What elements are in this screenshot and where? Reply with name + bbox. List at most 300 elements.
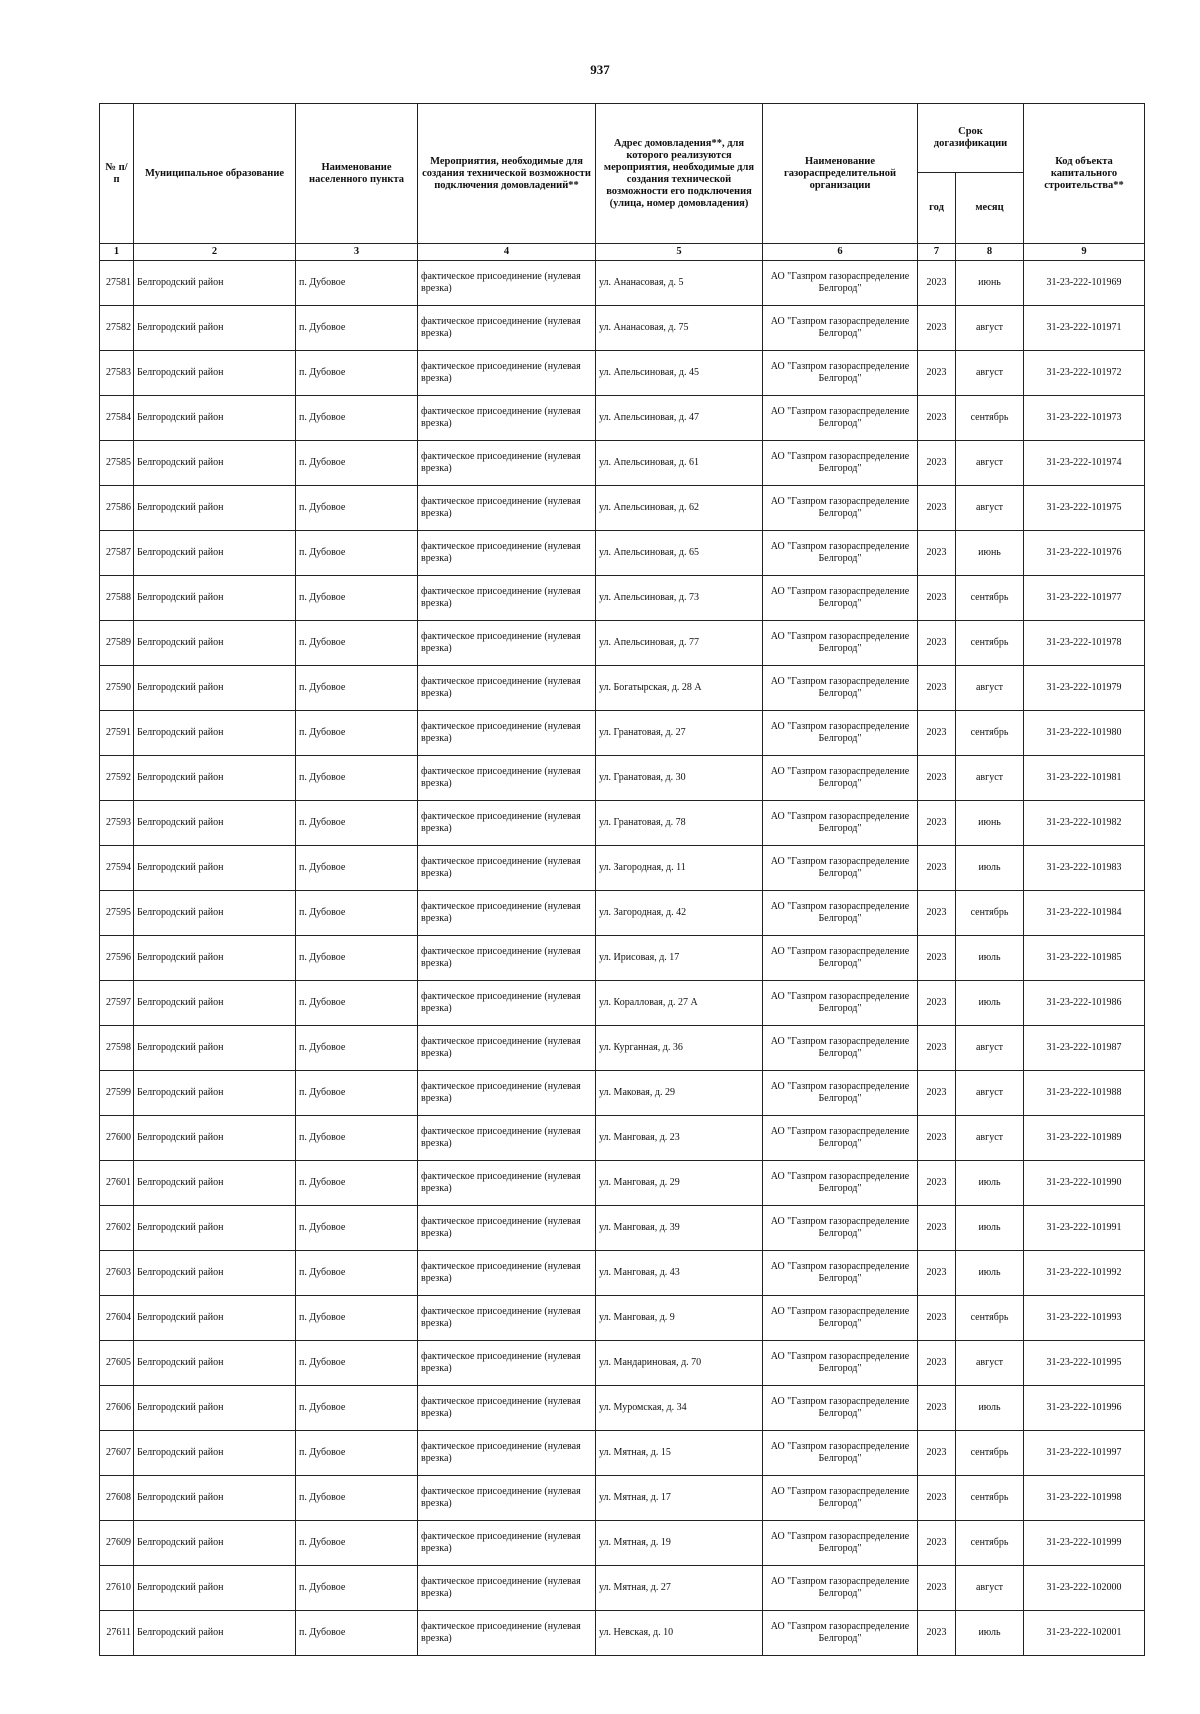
cell-municipality: Белгородский район	[134, 1251, 296, 1296]
cell-measures: фактическое присоединение (нулевая врезка)	[418, 621, 596, 666]
cell-code: 31-23-222-101973	[1024, 396, 1145, 441]
cell-row-number: 27597	[100, 981, 134, 1026]
cell-org: АО "Газпром газораспределение Белгород"	[763, 936, 918, 981]
cell-code: 31-23-222-101986	[1024, 981, 1145, 1026]
cell-year: 2023	[918, 351, 956, 396]
cell-org: АО "Газпром газораспределение Белгород"	[763, 486, 918, 531]
table-row	[100, 1611, 1145, 1656]
cell-address: ул. Гранатовая, д. 30	[596, 756, 763, 801]
cell-org: АО "Газпром газораспределение Белгород"	[763, 621, 918, 666]
cell-row-number: 27595	[100, 891, 134, 936]
cell-month: сентябрь	[956, 621, 1024, 666]
cell-settlement: п. Дубовое	[296, 1341, 418, 1386]
cell-org: АО "Газпром газораспределение Белгород"	[763, 711, 918, 756]
cell-municipality: Белгородский район	[134, 711, 296, 756]
cell-measures: фактическое присоединение (нулевая врезка)	[418, 801, 596, 846]
cell-row-number: 27605	[100, 1341, 134, 1386]
cell-org: АО "Газпром газораспределение Белгород"	[763, 396, 918, 441]
cell-org: АО "Газпром газораспределение Белгород"	[763, 1296, 918, 1341]
cell-code: 31-23-222-101978	[1024, 621, 1145, 666]
cell-municipality: Белгородский район	[134, 261, 296, 306]
cell-measures: фактическое присоединение (нулевая врезка)	[418, 1566, 596, 1611]
cell-address: ул. Манговая, д. 23	[596, 1116, 763, 1161]
header-num: № п/п	[100, 104, 134, 244]
table-row	[100, 1026, 1145, 1071]
cell-settlement: п. Дубовое	[296, 756, 418, 801]
table-header	[100, 104, 1145, 261]
cell-settlement: п. Дубовое	[296, 1431, 418, 1476]
cell-month: июнь	[956, 531, 1024, 576]
column-number: 6	[763, 244, 918, 261]
cell-settlement: п. Дубовое	[296, 576, 418, 621]
cell-measures: фактическое присоединение (нулевая врезка)	[418, 1611, 596, 1656]
cell-municipality: Белгородский район	[134, 1161, 296, 1206]
cell-year: 2023	[918, 1566, 956, 1611]
cell-address: ул. Муромская, д. 34	[596, 1386, 763, 1431]
cell-municipality: Белгородский район	[134, 576, 296, 621]
cell-address: ул. Мандариновая, д. 70	[596, 1341, 763, 1386]
cell-measures: фактическое присоединение (нулевая врезка)	[418, 261, 596, 306]
cell-row-number: 27588	[100, 576, 134, 621]
table-row	[100, 1206, 1145, 1251]
cell-org: АО "Газпром газораспределение Белгород"	[763, 891, 918, 936]
table-row	[100, 351, 1145, 396]
gasification-table	[99, 103, 1145, 1656]
column-number: 2	[134, 244, 296, 261]
cell-measures: фактическое присоединение (нулевая врезка)	[418, 756, 596, 801]
column-number: 1	[100, 244, 134, 261]
cell-code: 31-23-222-101969	[1024, 261, 1145, 306]
cell-measures: фактическое присоединение (нулевая врезка)	[418, 1026, 596, 1071]
table-row	[100, 1161, 1145, 1206]
cell-address: ул. Манговая, д. 29	[596, 1161, 763, 1206]
cell-row-number: 27583	[100, 351, 134, 396]
cell-month: сентябрь	[956, 1476, 1024, 1521]
column-number: 7	[918, 244, 956, 261]
cell-year: 2023	[918, 936, 956, 981]
cell-year: 2023	[918, 666, 956, 711]
cell-year: 2023	[918, 981, 956, 1026]
cell-address: ул. Ирисовая, д. 17	[596, 936, 763, 981]
cell-municipality: Белгородский район	[134, 846, 296, 891]
cell-year: 2023	[918, 1251, 956, 1296]
cell-settlement: п. Дубовое	[296, 486, 418, 531]
cell-code: 31-23-222-101984	[1024, 891, 1145, 936]
cell-org: АО "Газпром газораспределение Белгород"	[763, 261, 918, 306]
cell-measures: фактическое присоединение (нулевая врезка)	[418, 396, 596, 441]
table-row	[100, 1116, 1145, 1161]
cell-year: 2023	[918, 1206, 956, 1251]
cell-year: 2023	[918, 261, 956, 306]
cell-row-number: 27585	[100, 441, 134, 486]
cell-year: 2023	[918, 801, 956, 846]
table-body	[100, 261, 1145, 1656]
cell-measures: фактическое присоединение (нулевая врезка)	[418, 306, 596, 351]
cell-address: ул. Манговая, д. 9	[596, 1296, 763, 1341]
cell-code: 31-23-222-101982	[1024, 801, 1145, 846]
cell-municipality: Белгородский район	[134, 396, 296, 441]
cell-month: август	[956, 441, 1024, 486]
cell-year: 2023	[918, 756, 956, 801]
cell-month: июнь	[956, 801, 1024, 846]
cell-month: сентябрь	[956, 576, 1024, 621]
cell-address: ул. Апельсиновая, д. 47	[596, 396, 763, 441]
cell-row-number: 27610	[100, 1566, 134, 1611]
cell-address: ул. Апельсиновая, д. 65	[596, 531, 763, 576]
header-year: год	[918, 173, 956, 244]
cell-settlement: п. Дубовое	[296, 1386, 418, 1431]
cell-month: июнь	[956, 261, 1024, 306]
cell-org: АО "Газпром газораспределение Белгород"	[763, 441, 918, 486]
cell-org: АО "Газпром газораспределение Белгород"	[763, 756, 918, 801]
cell-measures: фактическое присоединение (нулевая врезка)	[418, 891, 596, 936]
header-code: Код объекта капитального строительства**	[1024, 104, 1145, 244]
table-row	[100, 1566, 1145, 1611]
cell-measures: фактическое присоединение (нулевая врезка)	[418, 1251, 596, 1296]
cell-settlement: п. Дубовое	[296, 306, 418, 351]
header-measures: Мероприятия, необходимые для создания технической возможности подключения домовладений**	[418, 104, 596, 244]
cell-municipality: Белгородский район	[134, 306, 296, 351]
cell-address: ул. Мятная, д. 15	[596, 1431, 763, 1476]
cell-year: 2023	[918, 1476, 956, 1521]
cell-month: сентябрь	[956, 711, 1024, 756]
cell-settlement: п. Дубовое	[296, 1566, 418, 1611]
cell-row-number: 27608	[100, 1476, 134, 1521]
cell-month: август	[956, 756, 1024, 801]
cell-year: 2023	[918, 891, 956, 936]
cell-settlement: п. Дубовое	[296, 1521, 418, 1566]
cell-measures: фактическое присоединение (нулевая врезка)	[418, 1206, 596, 1251]
cell-municipality: Белгородский район	[134, 1116, 296, 1161]
cell-settlement: п. Дубовое	[296, 1476, 418, 1521]
cell-month: август	[956, 1116, 1024, 1161]
cell-org: АО "Газпром газораспределение Белгород"	[763, 531, 918, 576]
cell-address: ул. Манговая, д. 39	[596, 1206, 763, 1251]
cell-code: 31-23-222-101977	[1024, 576, 1145, 621]
cell-month: август	[956, 306, 1024, 351]
cell-code: 31-23-222-101993	[1024, 1296, 1145, 1341]
cell-row-number: 27582	[100, 306, 134, 351]
column-number: 9	[1024, 244, 1145, 261]
cell-code: 31-23-222-101989	[1024, 1116, 1145, 1161]
cell-settlement: п. Дубовое	[296, 936, 418, 981]
cell-row-number: 27594	[100, 846, 134, 891]
cell-row-number: 27600	[100, 1116, 134, 1161]
cell-code: 31-23-222-101992	[1024, 1251, 1145, 1296]
cell-month: август	[956, 1071, 1024, 1116]
cell-settlement: п. Дубовое	[296, 396, 418, 441]
cell-year: 2023	[918, 1296, 956, 1341]
cell-month: август	[956, 666, 1024, 711]
cell-code: 31-23-222-101998	[1024, 1476, 1145, 1521]
cell-municipality: Белгородский район	[134, 801, 296, 846]
cell-code: 31-23-222-101995	[1024, 1341, 1145, 1386]
cell-month: август	[956, 1566, 1024, 1611]
cell-address: ул. Ананасовая, д. 5	[596, 261, 763, 306]
cell-row-number: 27584	[100, 396, 134, 441]
cell-month: сентябрь	[956, 891, 1024, 936]
cell-row-number: 27586	[100, 486, 134, 531]
table-row	[100, 531, 1145, 576]
cell-municipality: Белгородский район	[134, 441, 296, 486]
cell-code: 31-23-222-101980	[1024, 711, 1145, 756]
cell-settlement: п. Дубовое	[296, 711, 418, 756]
table-row	[100, 801, 1145, 846]
table-row	[100, 576, 1145, 621]
cell-month: июль	[956, 1386, 1024, 1431]
cell-settlement: п. Дубовое	[296, 351, 418, 396]
cell-year: 2023	[918, 711, 956, 756]
cell-settlement: п. Дубовое	[296, 441, 418, 486]
cell-settlement: п. Дубовое	[296, 981, 418, 1026]
cell-municipality: Белгородский район	[134, 1206, 296, 1251]
cell-org: АО "Газпром газораспределение Белгород"	[763, 1476, 918, 1521]
cell-municipality: Белгородский район	[134, 936, 296, 981]
header-org: Наименование газораспределительной организации	[763, 104, 918, 244]
cell-month: август	[956, 486, 1024, 531]
cell-municipality: Белгородский район	[134, 1296, 296, 1341]
cell-address: ул. Гранатовая, д. 27	[596, 711, 763, 756]
cell-org: АО "Газпром газораспределение Белгород"	[763, 666, 918, 711]
cell-year: 2023	[918, 576, 956, 621]
cell-month: июль	[956, 1251, 1024, 1296]
cell-month: июль	[956, 981, 1024, 1026]
cell-code: 31-23-222-101997	[1024, 1431, 1145, 1476]
cell-org: АО "Газпром газораспределение Белгород"	[763, 981, 918, 1026]
cell-settlement: п. Дубовое	[296, 531, 418, 576]
table-row	[100, 1521, 1145, 1566]
column-number: 8	[956, 244, 1024, 261]
cell-measures: фактическое присоединение (нулевая врезка)	[418, 1071, 596, 1116]
cell-org: АО "Газпром газораспределение Белгород"	[763, 576, 918, 621]
cell-org: АО "Газпром газораспределение Белгород"	[763, 1251, 918, 1296]
cell-row-number: 27611	[100, 1611, 134, 1656]
cell-month: сентябрь	[956, 1431, 1024, 1476]
table-row	[100, 261, 1145, 306]
cell-year: 2023	[918, 1116, 956, 1161]
cell-org: АО "Газпром газораспределение Белгород"	[763, 1431, 918, 1476]
cell-measures: фактическое присоединение (нулевая врезка)	[418, 441, 596, 486]
cell-year: 2023	[918, 1521, 956, 1566]
cell-row-number: 27587	[100, 531, 134, 576]
cell-row-number: 27607	[100, 1431, 134, 1476]
table-row	[100, 1431, 1145, 1476]
cell-measures: фактическое присоединение (нулевая врезка)	[418, 1476, 596, 1521]
cell-row-number: 27599	[100, 1071, 134, 1116]
cell-settlement: п. Дубовое	[296, 666, 418, 711]
cell-org: АО "Газпром газораспределение Белгород"	[763, 1026, 918, 1071]
header-month: месяц	[956, 173, 1024, 244]
cell-month: август	[956, 1341, 1024, 1386]
cell-year: 2023	[918, 1341, 956, 1386]
cell-municipality: Белгородский район	[134, 1566, 296, 1611]
cell-address: ул. Апельсиновая, д. 45	[596, 351, 763, 396]
cell-year: 2023	[918, 306, 956, 351]
cell-code: 31-23-222-101983	[1024, 846, 1145, 891]
cell-org: АО "Газпром газораспределение Белгород"	[763, 1161, 918, 1206]
table-row	[100, 666, 1145, 711]
cell-address: ул. Загородная, д. 11	[596, 846, 763, 891]
cell-municipality: Белгородский район	[134, 621, 296, 666]
cell-month: сентябрь	[956, 396, 1024, 441]
cell-row-number: 27596	[100, 936, 134, 981]
cell-code: 31-23-222-101975	[1024, 486, 1145, 531]
cell-municipality: Белгородский район	[134, 1026, 296, 1071]
cell-code: 31-23-222-101972	[1024, 351, 1145, 396]
cell-year: 2023	[918, 1431, 956, 1476]
table-row	[100, 621, 1145, 666]
cell-address: ул. Апельсиновая, д. 62	[596, 486, 763, 531]
cell-municipality: Белгородский район	[134, 1386, 296, 1431]
cell-code: 31-23-222-101987	[1024, 1026, 1145, 1071]
table-row	[100, 1476, 1145, 1521]
cell-settlement: п. Дубовое	[296, 1251, 418, 1296]
cell-org: АО "Газпром газораспределение Белгород"	[763, 351, 918, 396]
cell-municipality: Белгородский район	[134, 486, 296, 531]
cell-municipality: Белгородский район	[134, 891, 296, 936]
cell-measures: фактическое присоединение (нулевая врезка)	[418, 531, 596, 576]
cell-settlement: п. Дубовое	[296, 846, 418, 891]
cell-address: ул. Мятная, д. 19	[596, 1521, 763, 1566]
cell-row-number: 27606	[100, 1386, 134, 1431]
cell-code: 31-23-222-101976	[1024, 531, 1145, 576]
cell-code: 31-23-222-101979	[1024, 666, 1145, 711]
cell-row-number: 27598	[100, 1026, 134, 1071]
cell-month: июль	[956, 936, 1024, 981]
cell-org: АО "Газпром газораспределение Белгород"	[763, 1206, 918, 1251]
table-row	[100, 846, 1145, 891]
cell-municipality: Белгородский район	[134, 1071, 296, 1116]
cell-year: 2023	[918, 396, 956, 441]
cell-row-number: 27593	[100, 801, 134, 846]
cell-row-number: 27601	[100, 1161, 134, 1206]
cell-settlement: п. Дубовое	[296, 1026, 418, 1071]
cell-org: АО "Газпром газораспределение Белгород"	[763, 1566, 918, 1611]
cell-code: 31-23-222-101991	[1024, 1206, 1145, 1251]
table-row	[100, 936, 1145, 981]
cell-year: 2023	[918, 621, 956, 666]
table-row	[100, 1341, 1145, 1386]
cell-address: ул. Мятная, д. 17	[596, 1476, 763, 1521]
cell-municipality: Белгородский район	[134, 1521, 296, 1566]
cell-year: 2023	[918, 1161, 956, 1206]
cell-address: ул. Мятная, д. 27	[596, 1566, 763, 1611]
page-number: 937	[590, 62, 610, 77]
header-deadline: Срок догазификации	[918, 104, 1024, 173]
cell-month: август	[956, 351, 1024, 396]
cell-org: АО "Газпром газораспределение Белгород"	[763, 846, 918, 891]
cell-address: ул. Гранатовая, д. 78	[596, 801, 763, 846]
cell-code: 31-23-222-102000	[1024, 1566, 1145, 1611]
cell-municipality: Белгородский район	[134, 1431, 296, 1476]
cell-row-number: 27609	[100, 1521, 134, 1566]
cell-settlement: п. Дубовое	[296, 1161, 418, 1206]
cell-row-number: 27603	[100, 1251, 134, 1296]
cell-org: АО "Газпром газораспределение Белгород"	[763, 1611, 918, 1656]
cell-row-number: 27589	[100, 621, 134, 666]
table-row	[100, 306, 1145, 351]
cell-settlement: п. Дубовое	[296, 801, 418, 846]
cell-code: 31-23-222-101999	[1024, 1521, 1145, 1566]
table-row	[100, 1386, 1145, 1431]
table-row	[100, 486, 1145, 531]
table-row	[100, 1071, 1145, 1116]
cell-org: АО "Газпром газораспределение Белгород"	[763, 1116, 918, 1161]
cell-municipality: Белгородский район	[134, 666, 296, 711]
cell-measures: фактическое присоединение (нулевая врезка)	[418, 1341, 596, 1386]
table-row	[100, 396, 1145, 441]
column-number: 5	[596, 244, 763, 261]
cell-measures: фактическое присоединение (нулевая врезка)	[418, 1431, 596, 1476]
cell-year: 2023	[918, 1026, 956, 1071]
cell-org: АО "Газпром газораспределение Белгород"	[763, 1521, 918, 1566]
cell-address: ул. Загородная, д. 42	[596, 891, 763, 936]
cell-org: АО "Газпром газораспределение Белгород"	[763, 1071, 918, 1116]
cell-measures: фактическое присоединение (нулевая врезка)	[418, 666, 596, 711]
cell-measures: фактическое присоединение (нулевая врезка)	[418, 1161, 596, 1206]
cell-code: 31-23-222-101996	[1024, 1386, 1145, 1431]
cell-address: ул. Манговая, д. 43	[596, 1251, 763, 1296]
table-row	[100, 756, 1145, 801]
cell-address: ул. Апельсиновая, д. 73	[596, 576, 763, 621]
cell-measures: фактическое присоединение (нулевая врезка)	[418, 486, 596, 531]
cell-month: июль	[956, 1611, 1024, 1656]
cell-measures: фактическое присоединение (нулевая врезка)	[418, 1116, 596, 1161]
cell-measures: фактическое присоединение (нулевая врезка)	[418, 576, 596, 621]
cell-year: 2023	[918, 1071, 956, 1116]
cell-org: АО "Газпром газораспределение Белгород"	[763, 1341, 918, 1386]
cell-code: 31-23-222-102001	[1024, 1611, 1145, 1656]
cell-municipality: Белгородский район	[134, 1341, 296, 1386]
cell-month: август	[956, 1026, 1024, 1071]
column-numbers-row	[100, 244, 1145, 261]
cell-address: ул. Апельсиновая, д. 61	[596, 441, 763, 486]
cell-settlement: п. Дубовое	[296, 621, 418, 666]
cell-year: 2023	[918, 1611, 956, 1656]
table-row	[100, 1251, 1145, 1296]
cell-row-number: 27604	[100, 1296, 134, 1341]
cell-org: АО "Газпром газораспределение Белгород"	[763, 306, 918, 351]
cell-municipality: Белгородский район	[134, 351, 296, 396]
cell-year: 2023	[918, 846, 956, 891]
cell-measures: фактическое присоединение (нулевая врезка)	[418, 1521, 596, 1566]
cell-month: июль	[956, 1161, 1024, 1206]
cell-address: ул. Богатырская, д. 28 А	[596, 666, 763, 711]
cell-municipality: Белгородский район	[134, 531, 296, 576]
cell-address: ул. Курганная, д. 36	[596, 1026, 763, 1071]
cell-row-number: 27590	[100, 666, 134, 711]
header-address: Адрес домовладения**, для которого реализуются мероприятия, необходимые для создания технической возможности его подключения (улица, номер домовладения)	[596, 104, 763, 244]
cell-address: ул. Коралловая, д. 27 А	[596, 981, 763, 1026]
cell-municipality: Белгородский район	[134, 1476, 296, 1521]
header-municipality: Муниципальное образование	[134, 104, 296, 244]
cell-measures: фактическое присоединение (нулевая врезка)	[418, 846, 596, 891]
column-number: 4	[418, 244, 596, 261]
cell-year: 2023	[918, 441, 956, 486]
cell-municipality: Белгородский район	[134, 981, 296, 1026]
cell-code: 31-23-222-101990	[1024, 1161, 1145, 1206]
cell-year: 2023	[918, 531, 956, 576]
cell-month: июль	[956, 1206, 1024, 1251]
cell-settlement: п. Дубовое	[296, 1206, 418, 1251]
cell-org: АО "Газпром газораспределение Белгород"	[763, 1386, 918, 1431]
cell-row-number: 27602	[100, 1206, 134, 1251]
table-row	[100, 1296, 1145, 1341]
cell-municipality: Белгородский район	[134, 1611, 296, 1656]
cell-row-number: 27591	[100, 711, 134, 756]
cell-measures: фактическое присоединение (нулевая врезка)	[418, 936, 596, 981]
cell-settlement: п. Дубовое	[296, 1071, 418, 1116]
